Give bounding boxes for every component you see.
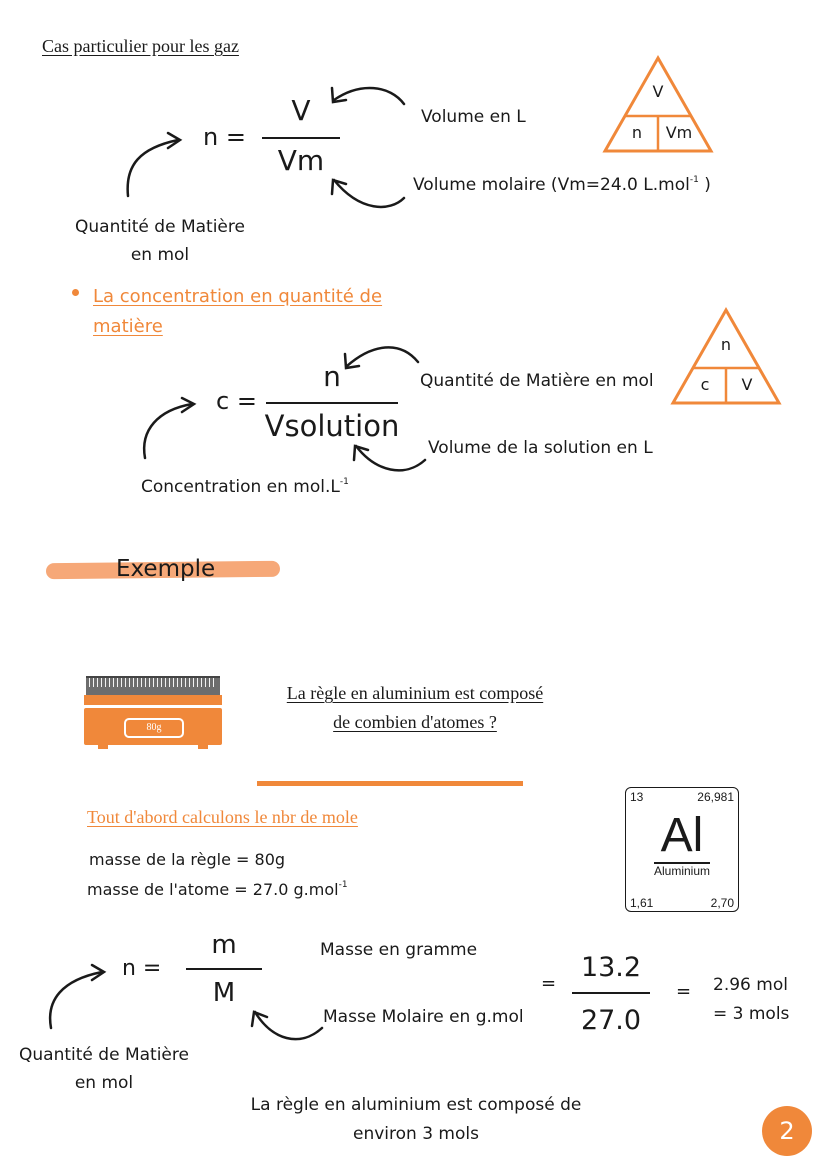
- ex-label-quantity-line1: Quantité de Matière: [19, 1045, 189, 1065]
- gas-label-molar-close: ): [698, 175, 711, 195]
- conclusion-line1: La règle en aluminium est composé de: [250, 1095, 582, 1115]
- conc-formula-numerator: n: [323, 360, 341, 393]
- atom-mass-exp: -1: [338, 880, 348, 890]
- example-question-line1: La règle en aluminium est composé: [286, 683, 544, 703]
- ex-label-molar-mass: Masse Molaire en g.mol: [323, 1007, 524, 1027]
- calc-denominator: 27.0: [580, 1005, 642, 1036]
- conc-triangle-left: c: [700, 375, 710, 394]
- element-number: 13: [630, 790, 644, 804]
- gas-formula-lhs: n =: [203, 123, 246, 151]
- calc-result-1: 2.96 mol: [713, 975, 788, 995]
- ex-arrow-quantity: [50, 972, 102, 1028]
- ex-formula-numerator: m: [211, 930, 237, 960]
- page-number: 2: [779, 1117, 795, 1145]
- conc-triangle-right: V: [741, 375, 753, 394]
- example-question-line2: de combien d'atomes ?: [333, 712, 497, 732]
- conc-label-volume: Volume de la solution en L: [428, 438, 653, 458]
- ex-formula-lhs: n =: [122, 956, 162, 981]
- gas-label-quantity-line2: en mol: [130, 245, 190, 265]
- gas-label-molar-text: Volume molaire (Vm=24.0 L.mol: [413, 175, 690, 195]
- ex-formula-denominator: M: [212, 978, 236, 1008]
- element-density: 2,70: [710, 896, 734, 910]
- calc-eq1: =: [541, 973, 557, 994]
- gas-formula-denominator: Vm: [277, 144, 325, 177]
- gas-heading: Cas particulier pour les gaz: [42, 36, 239, 56]
- atom-mass-text: masse de l'atome = 27.0 g.mol: [87, 880, 339, 899]
- element-electroneg: 1,61: [630, 896, 654, 910]
- gas-triangle-left: n: [631, 123, 643, 142]
- gas-label-quantity-line1: Quantité de Matière: [75, 217, 245, 237]
- conc-label-conc-exp: -1: [339, 477, 349, 487]
- conc-triangle-top: n: [720, 335, 732, 354]
- conc-label-quantity: Quantité de Matière en mol: [420, 371, 654, 391]
- conc-formula-lhs: c =: [216, 387, 257, 415]
- element-mass: 26,981: [697, 790, 734, 804]
- page-number-badge: [762, 1106, 812, 1156]
- element-name: Aluminium: [653, 864, 710, 878]
- conclusion-line2: environ 3 mols: [353, 1124, 479, 1144]
- element-symbol: Al: [660, 809, 704, 862]
- gas-label-volume: Volume en L: [421, 107, 526, 127]
- concentration-heading-line1: La concentration en quantité de: [93, 286, 383, 307]
- example-title: Exemple: [116, 556, 216, 582]
- step-heading: Tout d'abord calculons le nbr de mole: [87, 807, 358, 827]
- concentration-heading-line2: matière: [93, 316, 163, 337]
- scale-display: 80g: [124, 718, 184, 738]
- calc-numerator: 13.2: [580, 952, 642, 983]
- calc-eq2: =: [676, 981, 692, 1002]
- conclusion: [216, 1091, 616, 1149]
- gas-triangle-right: Vm: [665, 123, 693, 142]
- conc-formula-denominator: Vsolution: [264, 409, 400, 443]
- calc-result-2: = 3 mols: [713, 1004, 790, 1024]
- ex-label-quantity-line2: en mol: [74, 1073, 134, 1093]
- ex-label-mass: Masse en gramme: [320, 940, 478, 960]
- conc-label-conc-text: Concentration en mol.L: [141, 477, 340, 497]
- gas-formula-numerator: V: [291, 94, 311, 127]
- gas-label-molar-exp: -1: [689, 175, 699, 185]
- gas-triangle-top: V: [652, 82, 664, 101]
- calc-fraction-bar: [572, 992, 650, 994]
- mass-line: masse de la règle = 80g: [89, 850, 286, 869]
